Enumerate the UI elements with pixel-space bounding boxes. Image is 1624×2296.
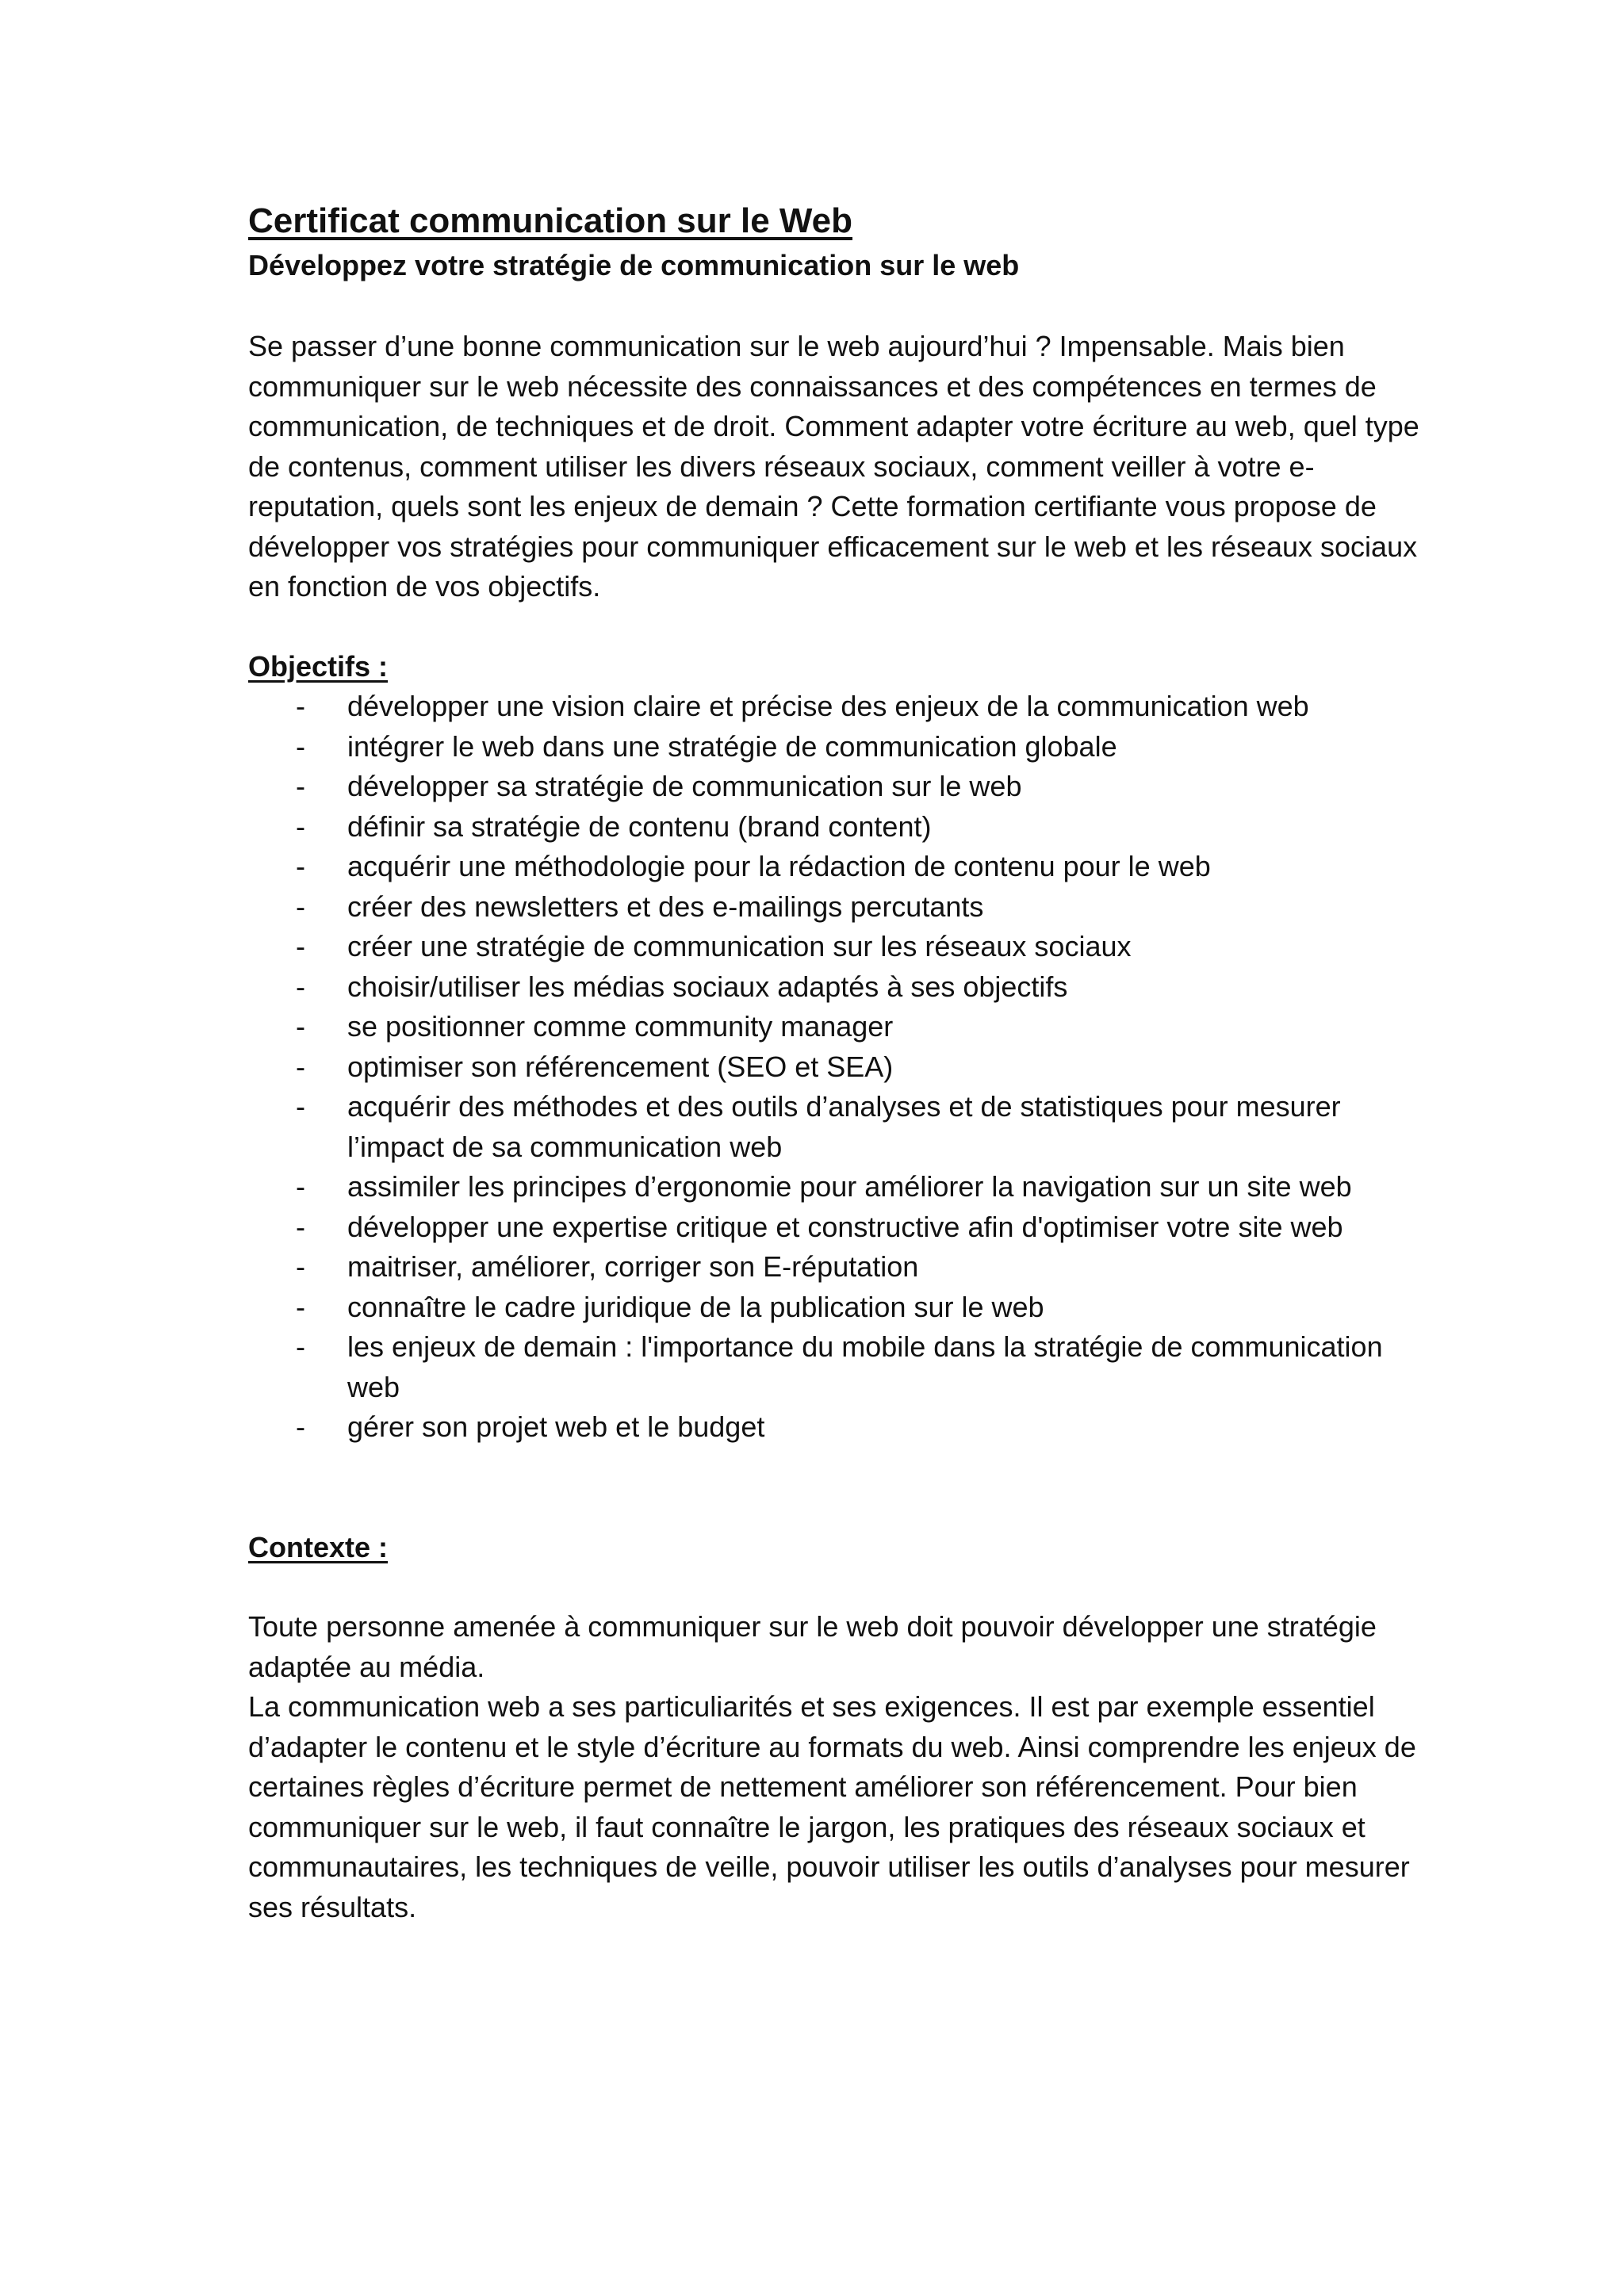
list-item-text: développer une expertise critique et constructive afin d'optimiser votre site web [347,1210,1343,1243]
list-item-text: développer une vision claire et précise des enjeux de la communication web [347,690,1309,722]
bullet-dash: - [296,1250,305,1283]
bullet-dash: - [296,690,305,722]
list-item-text: acquérir une méthodologie pour la rédaction de contenu pour le web [347,850,1211,882]
bullet-dash: - [296,770,305,802]
list-item-text: créer des newsletters et des e-mailings percutants [347,890,984,923]
list-item-text: intégrer le web dans une stratégie de communication globale [347,729,1117,763]
bullet-dash: - [296,970,305,1003]
list-item [248,1327,1422,1407]
list-item-text: optimiser son référencement (SEO et SEA) [347,1050,894,1083]
bullet-dash: - [296,930,305,962]
list-item [248,1407,1422,1448]
bullet-dash: - [296,1410,305,1443]
list-item-text: définir sa stratégie de contenu (brand content) [347,809,932,843]
bullet-dash: - [296,890,305,923]
list-item-text: développer sa stratégie de communication sur le web [347,770,1022,802]
list-item-text: connaître le cadre juridique de la publication sur le web [347,1290,1044,1323]
list-item [248,1288,1422,1328]
list-item [248,807,1422,848]
list-item [248,1047,1422,1088]
document-title: Certificat communication sur le Web [248,201,853,240]
bullet-dash: - [296,729,305,763]
context-paragraph: Toute personne amenée à communiquer sur le web doit pouvoir développer une stratégie adaptée au média. [248,1610,1377,1683]
list-item [248,1087,1422,1167]
bullet-dash: - [296,850,305,882]
list-item [248,1167,1422,1207]
context-paragraph: La communication web a ses particuliarités et ses exigences. Il est par exemple essentiel d’adapter le contenu et le style d’écriture au formats du web. Ainsi comprendre les enjeux de certaines règles d’écriture permet de nettement améliorer son référencement. Pour bien communiquer sur le web, il faut connaître le jargon, les pratiques des réseaux sociaux et communautaires, les techniques de veille, pouvoir utiliser les outils d’analyses pour mesurer ses résultats. [248,1690,1416,1923]
list-item [248,1247,1422,1288]
list-item-text: gérer son projet web et le budget [347,1410,765,1443]
bullet-dash: - [296,1010,305,1043]
list-item-text: choisir/utiliser les médias sociaux adaptés à ses objectifs [347,970,1068,1003]
context-body [248,1607,1422,1927]
document-page [248,198,1422,1927]
list-item-text: se positionner comme community manager [347,1010,894,1043]
list-item [248,927,1422,967]
objectives-heading: Objectifs : [248,649,389,683]
list-item [248,767,1422,807]
objectives-list [248,687,1422,1448]
list-item [248,727,1422,767]
list-item [248,687,1422,727]
bullet-dash: - [296,1170,305,1203]
bullet-dash: - [296,1210,305,1243]
list-item [248,1007,1422,1047]
intro-paragraph: Se passer d’une bonne communication sur le web aujourd’hui ? Impensable. Mais bien communiquer sur le web nécessite des connaissances et des compétences en termes de communication, de techniques et de droit. Comment adapter votre écriture au web, quel type de contenus, comment utiliser les divers réseaux sociaux, comment veiller à votre e-reputation, quels sont les enjeux de demain ? Cette formation certifiante vous propose de développer vos stratégies pour communiquer efficacement sur le web et les réseaux sociaux en fonction de vos objectifs. [248,330,1419,603]
bullet-dash: - [296,1290,305,1323]
list-item-text: créer une stratégie de communication sur les réseaux sociaux [347,930,1132,962]
list-item-text: les enjeux de demain : l'importance du mobile dans la stratégie de communication web [347,1330,1383,1403]
bullet-dash: - [296,1330,305,1363]
list-item-text: assimiler les principes d’ergonomie pour améliorer la navigation sur un site web [347,1170,1352,1203]
list-item [248,887,1422,928]
bullet-dash: - [296,809,305,843]
document-subtitle: Développez votre stratégie de communication sur le web [248,249,1020,281]
bullet-dash: - [296,1050,305,1083]
bullet-dash: - [296,1090,305,1123]
context-heading: Contexte : [248,1530,389,1563]
list-item [248,1207,1422,1248]
list-item-text: acquérir des méthodes et des outils d’analyses et de statistiques pour mesurer l’impact de sa communication web [347,1090,1341,1163]
list-item [248,967,1422,1008]
list-item [248,847,1422,887]
list-item-text: maitriser, améliorer, corriger son E-réputation [347,1250,919,1283]
